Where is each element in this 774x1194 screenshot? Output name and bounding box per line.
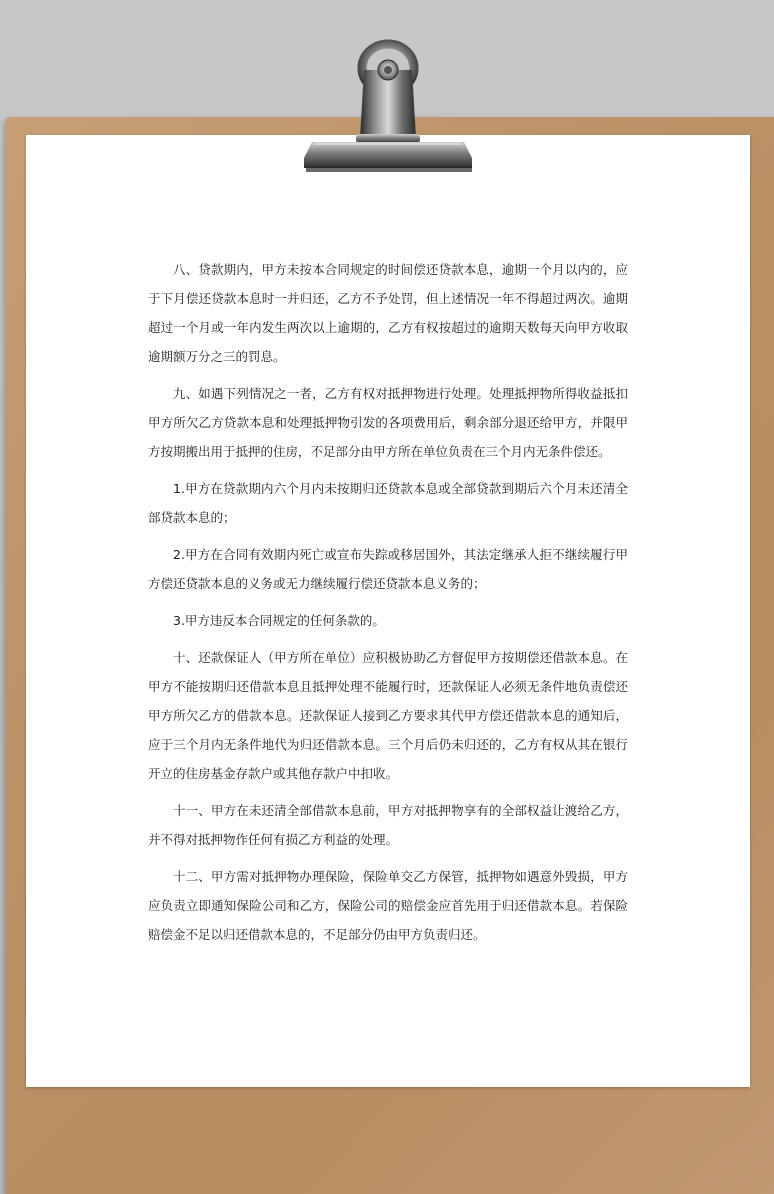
clause-9-item-3: 3.甲方违反本合同规定的任何条款的。 [173, 613, 385, 628]
clause-9-paragraph: 九、如遇下列情况之一者，乙方有权对抵押物进行处理。处理抵押物所得收益抵扣甲方所欠乙方贷款本息和处理抵押物引发的各项费用后，剩余部分退还给甲方，并限甲方按期搬出用于抵押的住房，不足部分由甲方所在单位负责在三个月内无条件偿还。 [148, 386, 628, 459]
contract-text [148, 255, 628, 957]
clause-9-item-1: 1.甲方在贷款期内六个月内未按期归还贷款本息或全部贷款到期后六个月未还清全部贷款本息的； [148, 481, 628, 525]
clause-12-paragraph: 十二、甲方需对抵押物办理保险，保险单交乙方保管，抵押物如遇意外毁损，甲方应负责立即通知保险公司和乙方，保险公司的赔偿金应首先用于归还借款本息。若保险赔偿金不足以归还借款本息的，不足部分仍由甲方负责归还。 [148, 869, 628, 942]
clause-9-item-2: 2.甲方在合同有效期内死亡或宣布失踪或移居国外，其法定继承人拒不继续履行甲方偿还贷款本息的义务或无力继续履行偿还贷款本息义务的； [148, 547, 628, 591]
binder-clip-icon [300, 30, 476, 180]
clause-11-paragraph: 十一、甲方在未还清全部借款本息前，甲方对抵押物享有的全部权益让渡给乙方，并不得对抵押物作任何有损乙方利益的处理。 [148, 803, 628, 847]
clause-8-paragraph: 八、贷款期内，甲方未按本合同规定的时间偿还贷款本息，逾期一个月以内的，应于下月偿还贷款本息时一并归还，乙方不予处罚，但上述情况一年不得超过两次。逾期超过一个月或一年内发生两次以上逾期的，乙方有权按超过的逾期天数每天向甲方收取逾期额万分之三的罚息。 [148, 262, 628, 364]
clause-10-paragraph: 十、还款保证人（甲方所在单位）应积极协助乙方督促甲方按期偿还借款本息。在甲方不能按期归还借款本息且抵押处理不能履行时，还款保证人必须无条件地负责偿还甲方所欠乙方的借款本息。还款保证人接到乙方要求其代甲方偿还借款本息的通知后，应于三个月内无条件地代为归还借款本息。三个月后仍未归还的，乙方有权从其在银行开立的住房基金存款户或其他存款户中扣收。 [148, 650, 628, 781]
